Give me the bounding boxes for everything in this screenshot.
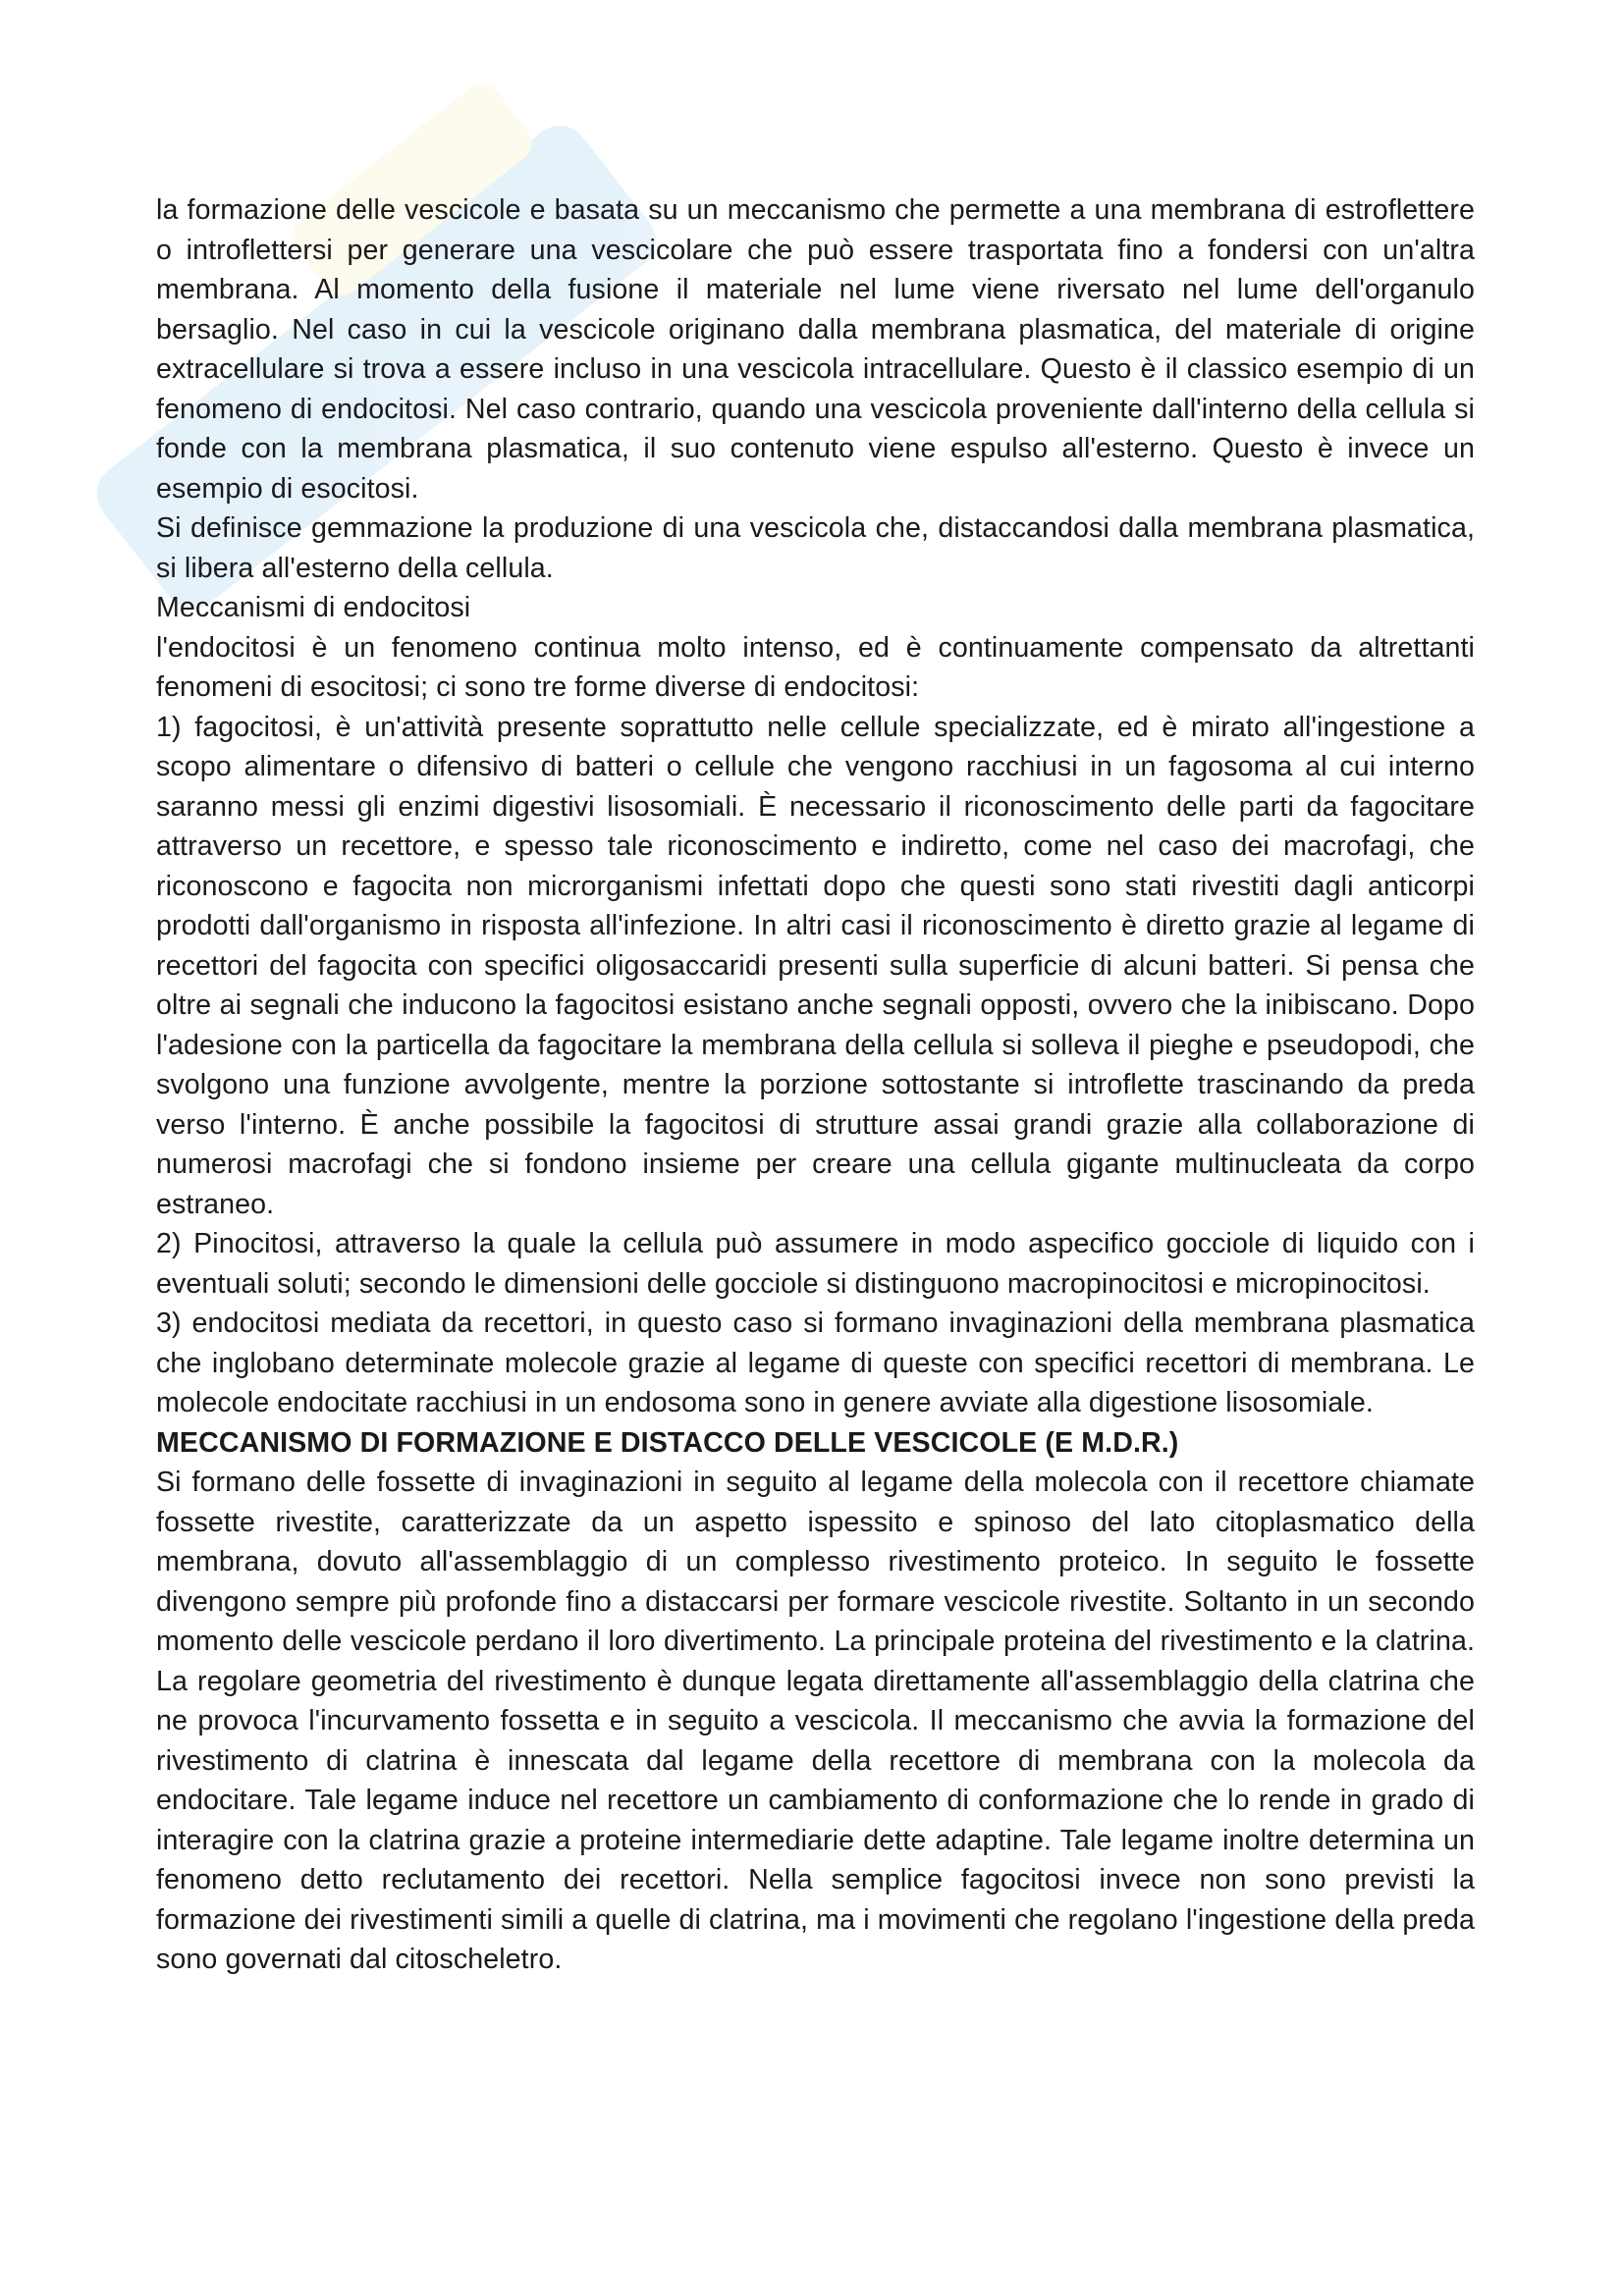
paragraph-pinocytosis: 2) Pinocitosi, attraverso la quale la cellula può assumere in modo aspecifico gocciole di liquido con i eventuali soluti; secondo le dimensioni delle gocciole si distinguono macropinocitosi e micropinocitosi. <box>156 1228 1475 1300</box>
paragraph-receptor-endocytosis: 3) endocitosi mediata da recettori, in questo caso si formano invaginazioni della membrana plasmatica che inglobano determinate molecole grazie al legame di queste con specifici recettori di membrana. Le molecole endocitate racchiusi in un endosoma sono in genere avviate alla digestione lisosomiale. <box>156 1308 1475 1418</box>
paragraph-endocytosis-intro: l'endocitosi è un fenomeno continua molto intenso, ed è continuamente compensato da altrettanti fenomeni di esocitosi; ci sono tre forme diverse di endocitosi: <box>156 631 1475 703</box>
document-page <box>156 190 1475 1980</box>
paragraph-clathrin: Si formano delle fossette di invaginazioni in seguito al legame della molecola con il recettore chiamate fossette rivestite, caratterizzate da un aspetto ispessito e spinoso del lato citoplasmatico della membrana, dovuto all'assemblaggio di un complesso rivestimento proteico. In seguito le fossette divengono sempre più profonde fino a distaccarsi per formare vescicole rivestite. Soltanto in un secondo momento delle vescicole perdano il loro divertimento. La principale proteina del rivestimento e la clatrina. La regolare geometria del rivestimento è dunque legata direttamente all'assemblaggio della clatrina che ne provoca l'incurvamento fossetta e in seguito a vescicola. Il meccanismo che avvia la formazione del rivestimento di clatrina è innescata dal legame della recettore di membrana con la molecola da endocitare. Tale legame induce nel recettore un cambiamento di conformazione che lo rende in grado di interagire con la clatrina grazie a proteine intermediarie dette adaptine. Tale legame inoltre determina un fenomeno detto reclutamento dei recettori. Nella semplice fagocitosi invece non sono previsti la formazione dei rivestimenti simili a quelle di clatrina, ma i movimenti che regolano l'ingestione della preda sono governati dal citoscheletro. <box>156 1467 1475 1975</box>
paragraph-vesicle-formation: la formazione delle vescicole e basata su un meccanismo che permette a una membrana di estroflettere o introflettersi per generare una vescicolare che può essere trasportata fino a fondersi con un'altra membrana. Al momento della fusione il materiale nel lume viene riversato nel lume dell'organulo bersaglio. Nel caso in cui la vescicole originano dalla membrana plasmatica, del materiale di origine extracellulare si trova a essere incluso in una vescicola intracellulare. Questo è il classico esempio di un fenomeno di endocitosi. Nel caso contrario, quando una vescicola proveniente dall'interno della cellula si fonde con la membrana plasmatica, il suo contenuto viene espulso all'esterno. Questo è invece un esempio di esocitosi. <box>156 194 1475 505</box>
paragraph-budding: Si definisce gemmazione la produzione di una vescicola che, distaccandosi dalla membrana plasmatica, si libera all'esterno della cellula. <box>156 512 1475 584</box>
section-heading-vesicle-mechanism: MECCANISMO DI FORMAZIONE E DISTACCO DELLE VESCICOLE (E M.D.R.) <box>156 1426 1179 1459</box>
section-title-endocytosis: Meccanismi di endocitosi <box>156 592 471 623</box>
paragraph-phagocytosis: 1) fagocitosi, è un'attività presente soprattutto nelle cellule specializzate, ed è mirato all'ingestione a scopo alimentare o difensivo di batteri o cellule che vengono racchiusi in un fagosoma al cui interno saranno messi gli enzimi digestivi lisosomiali. È necessario il riconoscimento delle parti da fagocitare attraverso un recettore, e spesso tale riconoscimento e indiretto, come nel caso dei macrofagi, che riconoscono e fagocita non microrganismi infettati dopo che questi sono stati rivestiti dagli anticorpi prodotti dall'organismo in risposta all'infezione. In altri casi il riconoscimento è diretto grazie al legame di recettori del fagocita con specifici oligosaccaridi presenti sulla superficie di alcuni batteri. Si pensa che oltre ai segnali che inducono la fagocitosi esistano anche segnali opposti, ovvero che la inibiscano. Dopo l'adesione con la particella da fagocitare la membrana della cellula si solleva il pieghe e pseudopodi, che svolgono una funzione avvolgente, mentre la porzione sottostante si introflette trascinando da preda verso l'interno. È anche possibile la fagocitosi di strutture assai grandi grazie alla collaborazione di numerosi macrofagi che si fondono insieme per creare una cellula gigante multinucleata da corpo estraneo. <box>156 711 1475 1220</box>
